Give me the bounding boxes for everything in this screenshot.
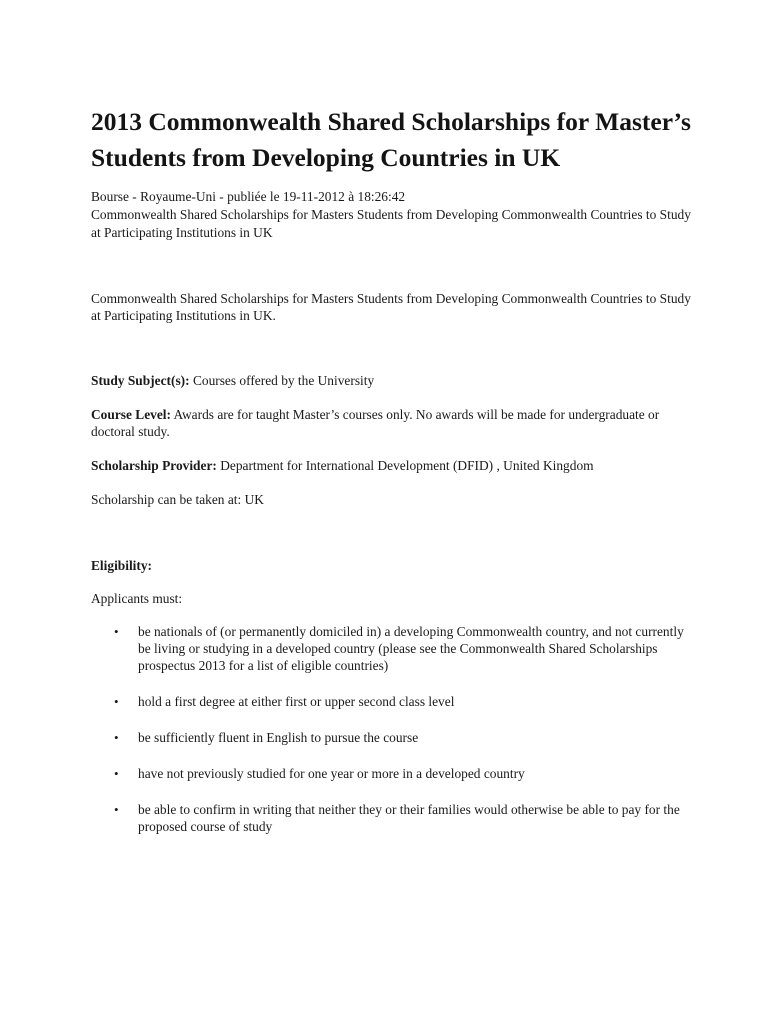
taken-at-row: Scholarship can be taken at: UK bbox=[91, 492, 264, 507]
requirements-list bbox=[91, 623, 691, 835]
document-title: 2013 Commonwealth Shared Scholarships for Master’s Students from Developing Countries in UK bbox=[91, 107, 691, 172]
bullet-icon: • bbox=[114, 802, 119, 817]
eligibility-heading-text: Eligibility: bbox=[91, 558, 153, 573]
provider-row bbox=[91, 457, 691, 474]
intro-paragraph: Commonwealth Shared Scholarships for Masters Students from Developing Commonwealth Countries to Study at Participating Institutions in UK. bbox=[91, 291, 691, 323]
requirement-text: be nationals of (or permanently domiciled in) a developing Commonwealth country, and not currently be living or studying in a developed country (please see the Commonwealth Shared Scholarships prospectus 2013 for a list of eligible countries) bbox=[138, 624, 684, 673]
bullet-icon: • bbox=[114, 766, 119, 781]
applicants-intro: Applicants must: bbox=[91, 591, 183, 606]
bullet-icon: • bbox=[114, 730, 119, 745]
requirement-text: hold a first degree at either first or upper second class level bbox=[138, 694, 455, 709]
bullet-icon: • bbox=[114, 624, 119, 639]
document-meta bbox=[91, 188, 691, 242]
requirement-text: be able to confirm in writing that neither they or their families would otherwise be able to pay for the proposed course of study bbox=[138, 802, 680, 834]
provider-label: Scholarship Provider: bbox=[91, 458, 217, 473]
list-item bbox=[91, 801, 691, 835]
list-item bbox=[91, 765, 691, 782]
document-subtitle: Commonwealth Shared Scholarships for Masters Students from Developing Commonwealth Countries to Study at Participating Institutions in UK bbox=[91, 207, 691, 240]
requirement-text: have not previously studied for one year or more in a developed country bbox=[138, 766, 525, 781]
list-item bbox=[91, 693, 691, 710]
study-subject-label: Study Subject(s): bbox=[91, 373, 190, 388]
requirement-text: be sufficiently fluent in English to pursue the course bbox=[138, 730, 419, 745]
eligibility-heading bbox=[91, 557, 691, 574]
document-page bbox=[91, 104, 691, 854]
bullet-icon: • bbox=[114, 694, 119, 709]
list-item bbox=[91, 623, 691, 674]
course-level-value: Awards are for taught Master’s courses only. No awards will be made for undergraduate or doctoral study. bbox=[91, 407, 660, 439]
study-subject-row bbox=[91, 372, 691, 389]
study-subject-value: Courses offered by the University bbox=[189, 373, 375, 388]
publication-line: Bourse - Royaume-Uni - publiée le 19-11-2012 à 18:26:42 bbox=[91, 189, 406, 204]
provider-value: Department for International Development (DFID) , United Kingdom bbox=[216, 458, 594, 473]
course-level-label: Course Level: bbox=[91, 407, 171, 422]
course-level-row bbox=[91, 406, 691, 440]
list-item bbox=[91, 729, 691, 746]
